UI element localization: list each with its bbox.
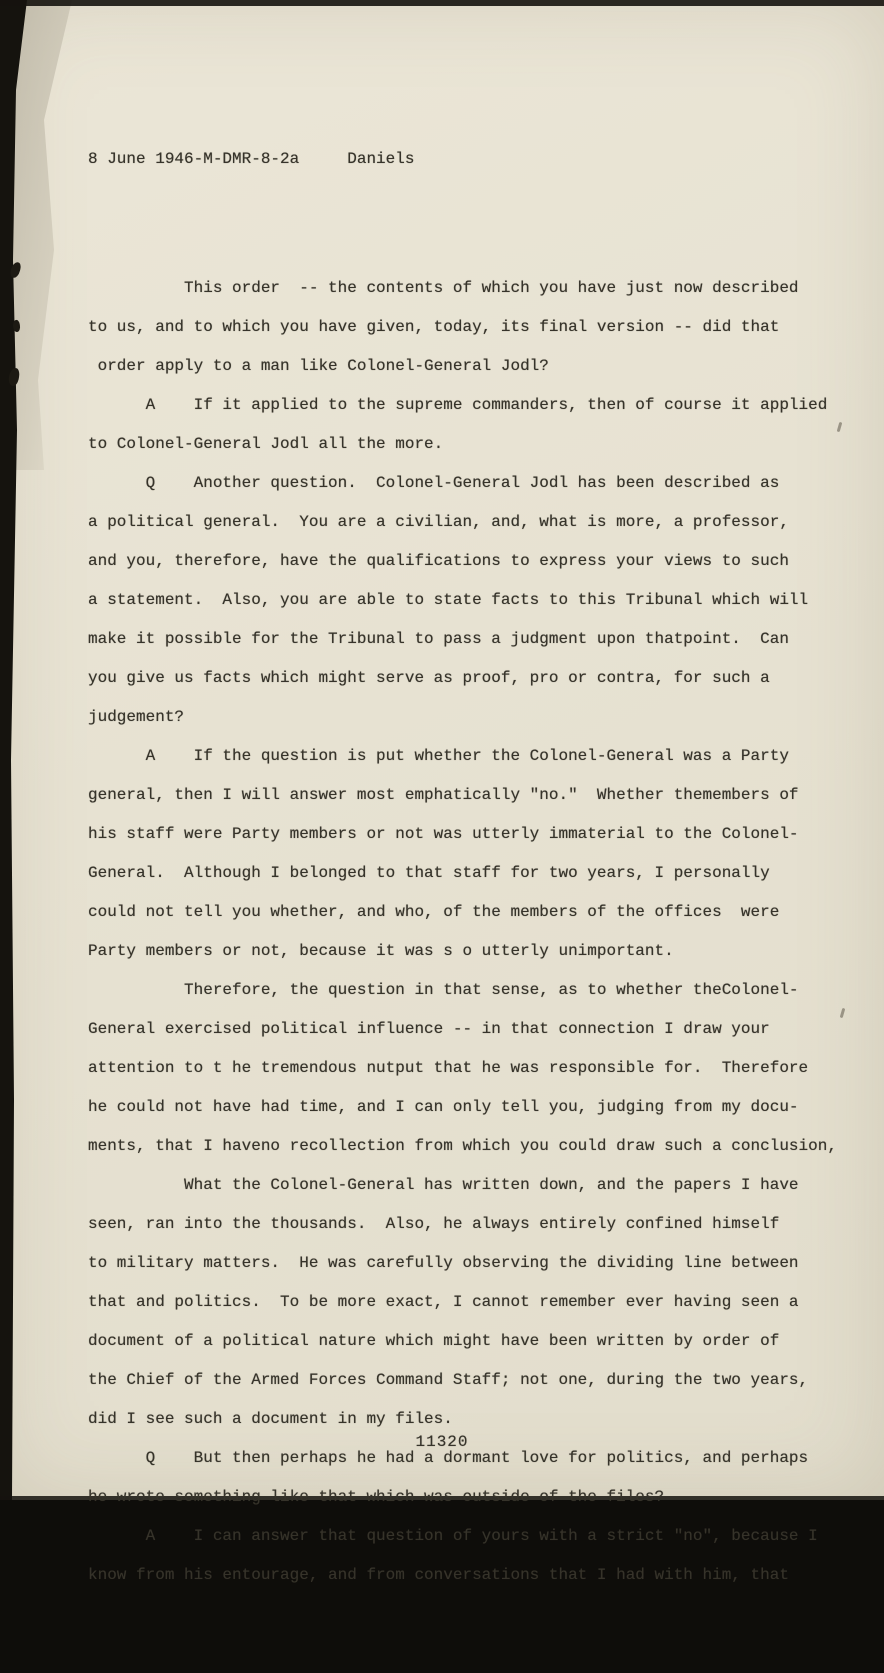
text-line: and you, therefore, have the qualifications to express your views to such [88, 552, 789, 570]
text-line: he wrote something like that which was outside of the files? [88, 1488, 665, 1506]
text-line: A I can answer that question of yours with a strict "no", because I [88, 1527, 818, 1545]
text-line: What the Colonel-General has written down, and the papers I have [88, 1176, 799, 1194]
text-line: you give us facts which might serve as proof, pro or contra, for such a [88, 669, 770, 687]
text-line: could not tell you whether, and who, of the members of the offices were [88, 903, 780, 921]
text-line: general, then I will answer most emphatically "no." Whether themembers of [88, 786, 799, 804]
text-line: make it possible for the Tribunal to pass a judgment upon thatpoint. Can [88, 630, 789, 648]
torn-paper-edge [10, 0, 80, 470]
text-line: order apply to a man like Colonel-General Jodl? [88, 357, 549, 375]
page-number: 11320 [415, 1433, 469, 1451]
text-line: that and politics. To be more exact, I cannot remember ever having seen a [88, 1293, 799, 1311]
text-line: Q Another question. Colonel-General Jodl has been described as [88, 474, 780, 492]
text-line: to us, and to which you have given, today, its final version -- did that [88, 318, 780, 336]
text-line: a statement. Also, you are able to state facts to this Tribunal which will [88, 591, 809, 609]
document-body [88, 269, 858, 1595]
text-line: to military matters. He was carefully observing the dividing line between [88, 1254, 799, 1272]
text-line: Party members or not, because it was s o utterly unimportant. [88, 942, 674, 960]
text-line: did I see such a document in my files. [88, 1410, 453, 1428]
document-header: 8 June 1946-M-DMR-8-2a Daniels [88, 150, 415, 168]
text-line: General exercised political influence -- in that connection I draw your [88, 1020, 770, 1038]
text-line: General. Although I belonged to that staff for two years, I personally [88, 864, 770, 882]
text-line: know from his entourage, and from conversations that I had with him, that [88, 1566, 789, 1584]
text-line: This order -- the contents of which you have just now described [88, 279, 799, 297]
scan-border-top [0, 0, 884, 6]
text-line: seen, ran into the thousands. Also, he always entirely confined himself [88, 1215, 780, 1233]
text-line: a political general. You are a civilian, and, what is more, a professor, [88, 513, 789, 531]
text-line: he could not have had time, and I can only tell you, judging from my docu- [88, 1098, 799, 1116]
text-line: A If it applied to the supreme commanders, then of course it applied [88, 396, 828, 414]
text-line: ments, that I haveno recollection from which you could draw such a conclusion, [88, 1137, 837, 1155]
text-line: the Chief of the Armed Forces Command Staff; not one, during the two years, [88, 1371, 809, 1389]
text-line: Therefore, the question in that sense, as to whether theColonel- [88, 981, 799, 999]
text-line: his staff were Party members or not was utterly immaterial to the Colonel- [88, 825, 799, 843]
text-line: Q But then perhaps he had a dormant love for politics, and perhaps [88, 1449, 809, 1467]
text-line: attention to t he tremendous nutput that he was responsible for. Therefore [88, 1059, 809, 1077]
text-line: to Colonel-General Jodl all the more. [88, 435, 444, 453]
text-line: A If the question is put whether the Colonel-General was a Party [88, 747, 789, 765]
text-line: document of a political nature which might have been written by order of [88, 1332, 780, 1350]
text-line: judgement? [88, 708, 185, 726]
